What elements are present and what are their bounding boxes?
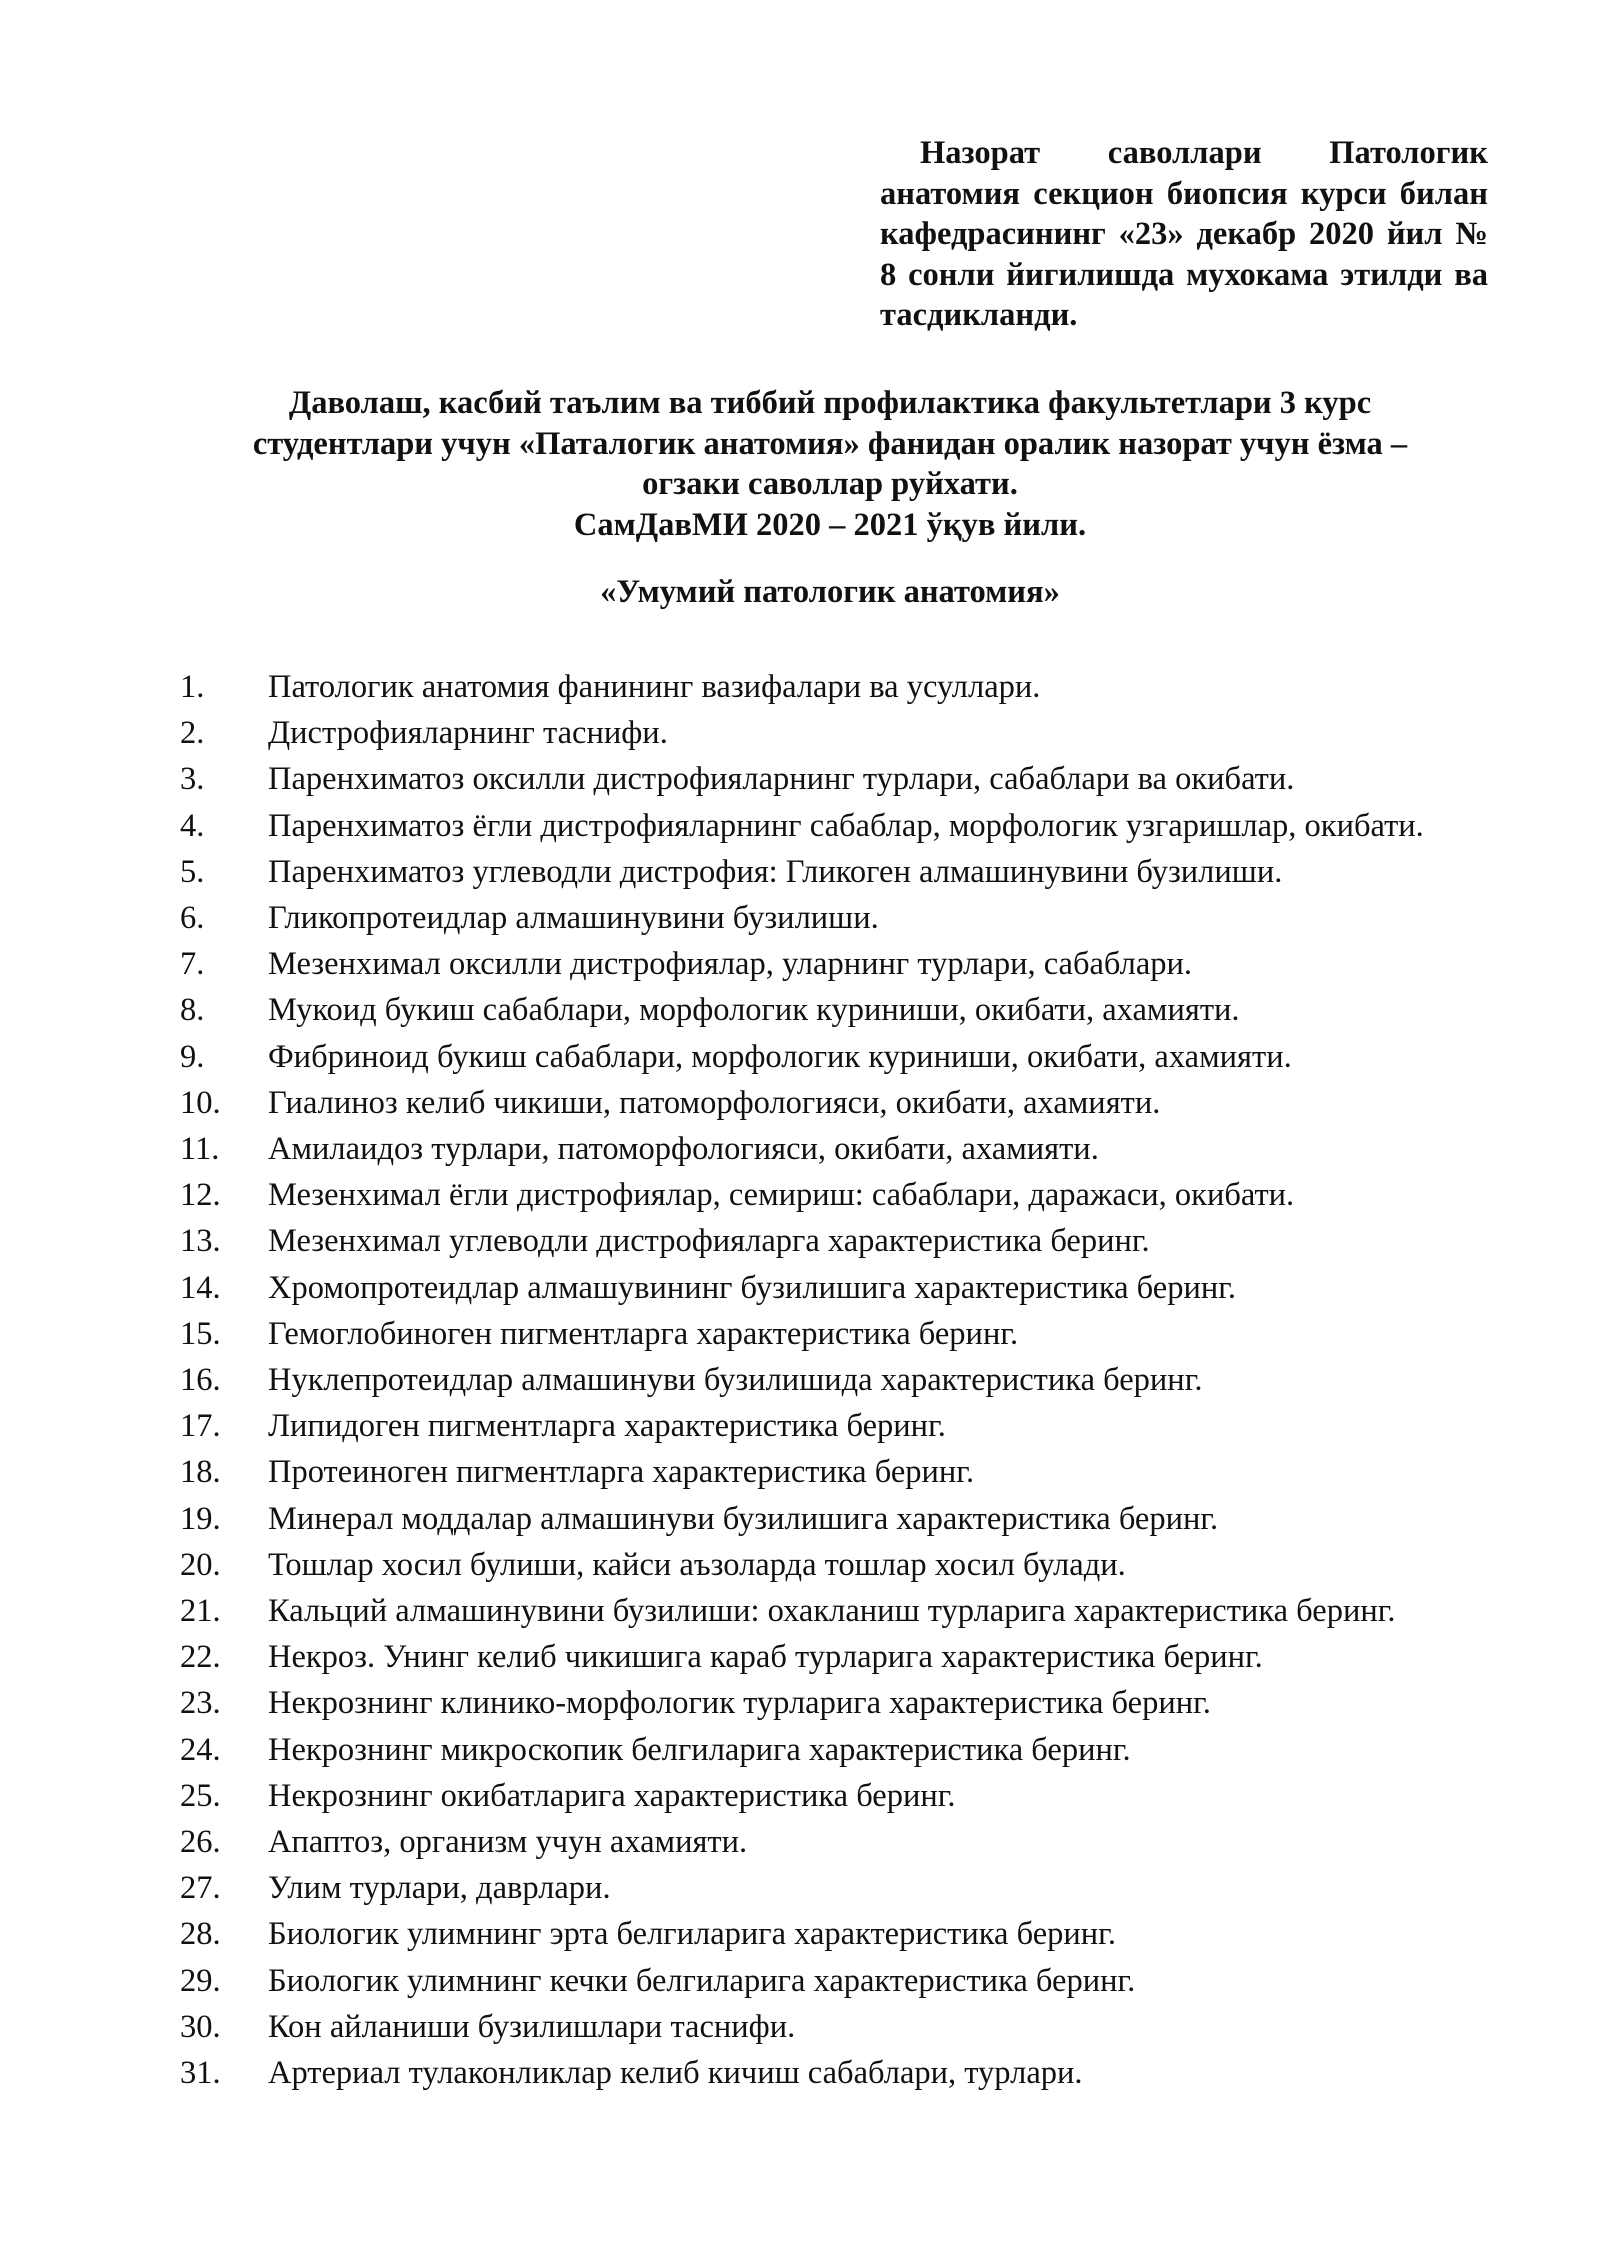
- title-line: студентлари учун «Паталогик анатомия» фанидан оралик назорат учун ёзма –: [252, 425, 1408, 462]
- question-number: 19.: [180, 1500, 221, 1537]
- question-item: [180, 1034, 1488, 1080]
- question-number: 14.: [180, 1269, 221, 1306]
- section-title: «Умумий патологик анатомия»: [600, 574, 1060, 610]
- question-list: [180, 664, 1488, 2096]
- question-text: Некрознинг окибатларига характеристика беринг.: [268, 1777, 956, 1814]
- question-number: 9.: [180, 1038, 205, 1075]
- question-text: Гемоглобиноген пигментларга характеристика беринг.: [268, 1315, 1019, 1352]
- question-number: 5.: [180, 853, 205, 890]
- question-number: 17.: [180, 1408, 221, 1445]
- question-text: Гликопротеидлар алмашинувини бузилиши.: [268, 900, 879, 937]
- question-item: [180, 987, 1488, 1033]
- question-item: [180, 756, 1488, 802]
- question-text: Патологик анатомия фанининг вазифалари ва усуллари.: [268, 669, 1041, 705]
- question-text: Кальций алмашинувини бузилиши: охакланиш турларига характеристика беринг.: [268, 1593, 1396, 1630]
- question-text: Фибриноид букиш сабаблари, морфологик куриниши, окибати, ахамияти.: [268, 1038, 1292, 1075]
- question-number: 8.: [180, 992, 205, 1029]
- question-text: Некрознинг микроскопик белгиларига характеристика беринг.: [268, 1731, 1131, 1768]
- question-number: 1.: [180, 669, 205, 705]
- question-text: Паренхиматоз углеводли дистрофия: Гликоген алмашинувини бузилиши.: [268, 853, 1283, 890]
- question-text: Минерал моддалар алмашинуви бузилишига характеристика беринг.: [268, 1500, 1219, 1537]
- question-item: [180, 1727, 1488, 1773]
- question-text: Амилаидоз турлари, патоморфологияси, окибати, ахамияти.: [268, 1131, 1099, 1168]
- question-text: Гиалиноз келиб чикиши, патоморфологияси, окибати, ахамияти.: [268, 1084, 1161, 1121]
- question-number: 16.: [180, 1362, 221, 1399]
- question-text: Тошлар хосил булиши, кайси аъзоларда тошлар хосил булади.: [268, 1546, 1126, 1583]
- question-text: Некрознинг клинико-морфологик турларига характеристика беринг.: [268, 1685, 1211, 1722]
- question-number: 18.: [180, 1454, 221, 1491]
- question-item: [180, 1449, 1488, 1495]
- question-text: Мезенхимал ёгли дистрофиялар, семириш: сабаблари, даражаси, окибати.: [268, 1177, 1295, 1214]
- question-number: 15.: [180, 1315, 221, 1352]
- question-number: 7.: [180, 946, 205, 983]
- question-text: Паренхиматоз оксилли дистрофияларнинг турлари, сабаблари ва окибати.: [268, 761, 1295, 798]
- question-text: Хромопротеидлар алмашувининг бузилишига характеристика беринг.: [268, 1269, 1237, 1306]
- question-number: 24.: [180, 1731, 221, 1768]
- question-item: [180, 1496, 1488, 1542]
- question-item: [180, 1357, 1488, 1403]
- question-item: [180, 1172, 1488, 1218]
- question-item: [180, 1080, 1488, 1126]
- question-number: 23.: [180, 1685, 221, 1722]
- question-item: [180, 710, 1488, 756]
- question-number: 21.: [180, 1593, 221, 1630]
- question-text: Дистрофияларнинг таснифи.: [268, 715, 668, 752]
- approval-note: Назорат саволлари Патологик анатомия секцион биопсия курси билан кафедрасининг «23» декабр 2020 йил № 8 сонли йигилишда мухокама этилди ва тасдикланди.: [880, 135, 1488, 333]
- question-item: [180, 1819, 1488, 1865]
- question-number: 20.: [180, 1546, 221, 1583]
- question-number: 22.: [180, 1639, 221, 1676]
- question-item: [180, 1542, 1488, 1588]
- question-item: [180, 1680, 1488, 1726]
- question-item: [180, 803, 1488, 849]
- question-item: [180, 1911, 1488, 1957]
- question-text: Артериал тулаконликлар келиб кичиш сабаблари, турлари.: [268, 2055, 1083, 2092]
- question-text: Мезенхимал углеводли дистрофияларга характеристика беринг.: [268, 1223, 1150, 1260]
- question-item: [180, 2050, 1488, 2096]
- title-line: огзаки саволлар руйхати.: [642, 466, 1018, 502]
- question-item: [180, 1311, 1488, 1357]
- question-number: 29.: [180, 1962, 221, 1999]
- question-item: [180, 1218, 1488, 1264]
- question-item: [180, 664, 1488, 710]
- question-number: 2.: [180, 715, 205, 752]
- title-line: Даволаш, касбий таълим ва тиббий профилактика факультетлари 3 курс: [288, 385, 1372, 421]
- question-text: Липидоген пигментларга характеристика беринг.: [268, 1408, 946, 1445]
- document-title: [140, 383, 1520, 545]
- question-text: Биологик улимнинг кечки белгиларига характеристика беринг.: [268, 1962, 1136, 1999]
- question-text: Улим турлари, даврлари.: [268, 1870, 611, 1907]
- question-number: 27.: [180, 1870, 221, 1907]
- question-number: 3.: [180, 761, 205, 798]
- question-number: 10.: [180, 1084, 221, 1121]
- question-item: [180, 1865, 1488, 1911]
- question-text: Некроз. Унинг келиб чикишига караб турларига характеристика беринг.: [268, 1639, 1263, 1676]
- question-number: 6.: [180, 900, 205, 937]
- question-number: 4.: [180, 807, 205, 844]
- question-number: 11.: [180, 1131, 220, 1168]
- question-text: Протеиноген пигментларга характеристика беринг.: [268, 1454, 975, 1491]
- question-number: 31.: [180, 2055, 221, 2092]
- question-text: Мукоид букиш сабаблари, морфологик куриниши, окибати, ахамияти.: [268, 992, 1240, 1029]
- question-number: 25.: [180, 1777, 221, 1814]
- question-text: Биологик улимнинг эрта белгиларига характеристика беринг.: [268, 1916, 1116, 1953]
- question-text: Паренхиматоз ёгли дистрофияларнинг сабаблар, морфологик узгаришлар, окибати.: [268, 807, 1424, 844]
- question-item: [180, 941, 1488, 987]
- question-item: [180, 1265, 1488, 1311]
- question-item: [180, 1634, 1488, 1680]
- question-item: [180, 1958, 1488, 2004]
- question-text: Мезенхимал оксилли дистрофиялар, уларнинг турлари, сабаблари.: [268, 946, 1193, 983]
- question-text: Кон айланиши бузилишлари таснифи.: [268, 2008, 796, 2045]
- title-line: СамДавМИ 2020 – 2021 ўқув йили.: [573, 506, 1087, 543]
- question-number: 26.: [180, 1824, 221, 1861]
- question-text: Апаптоз, организм учун ахамияти.: [268, 1824, 748, 1861]
- question-number: 12.: [180, 1177, 221, 1214]
- question-item: [180, 1773, 1488, 1819]
- question-text: Нуклепротеидлар алмашинуви бузилишида характеристика беринг.: [268, 1362, 1203, 1399]
- question-item: [180, 1588, 1488, 1634]
- question-number: 30.: [180, 2008, 221, 2045]
- question-item: [180, 1126, 1488, 1172]
- question-item: [180, 2004, 1488, 2050]
- question-item: [180, 849, 1488, 895]
- question-item: [180, 1403, 1488, 1449]
- question-number: 13.: [180, 1223, 221, 1260]
- question-number: 28.: [180, 1916, 221, 1953]
- question-item: [180, 895, 1488, 941]
